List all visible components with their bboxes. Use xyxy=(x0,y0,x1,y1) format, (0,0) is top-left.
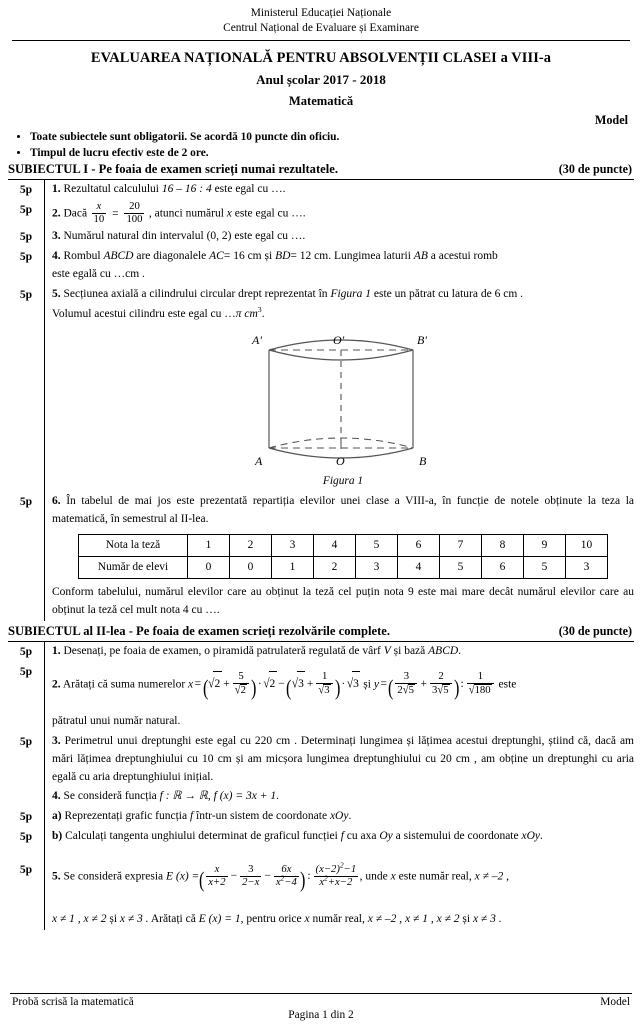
fraction: $\frac{x}{x+2}$ xyxy=(208,863,226,889)
item-points: 5p xyxy=(19,862,33,876)
equals-sign: = xyxy=(112,207,119,220)
ministry-line-2: Centrul Național de Evaluare și Examinare xyxy=(223,22,419,35)
item-body xyxy=(45,247,634,285)
footer-divider xyxy=(10,993,632,994)
item-body xyxy=(45,492,634,621)
count-cell: 6 xyxy=(482,557,524,579)
conjunction: și xyxy=(363,678,371,691)
vertex-label: V xyxy=(383,644,391,657)
open-paren: ( xyxy=(388,674,394,700)
fraction-numerator: 20 xyxy=(129,200,140,213)
item-text: a sistemului de coordonate xyxy=(395,830,519,843)
condition: x ≠ –2 , xyxy=(474,870,510,883)
condition: x ≠ 1 , xyxy=(405,912,434,925)
item-number: 6. xyxy=(52,494,61,507)
table-row xyxy=(79,557,608,579)
conjunction: și xyxy=(462,912,471,925)
subject-1-header xyxy=(0,161,642,178)
fraction: $\frac{6x}{x^2-4}$ xyxy=(275,863,297,889)
item-line-2: pătratul unui număr natural. xyxy=(52,715,181,728)
function-expression: f (x) = 3x + 1 xyxy=(213,790,277,803)
fraction-right xyxy=(124,201,144,226)
page-title: EVALUAREA NAȚIONALĂ PENTRU ABSOLVENȚII CLASEI a VIII-a xyxy=(90,50,552,67)
item-text: Se consideră expresia xyxy=(63,870,164,883)
conjunction: și xyxy=(264,249,273,262)
grades-table-wrapper xyxy=(52,528,634,584)
subject-2-header xyxy=(0,623,642,640)
item-body xyxy=(45,200,634,227)
item-row xyxy=(8,285,634,492)
item-points: 5p xyxy=(19,735,33,748)
side-label: AB xyxy=(413,249,428,262)
item-text: Arătați că xyxy=(150,912,196,925)
fraction: $\frac{(x-2)^2-1}{x^2+x-2}$ xyxy=(315,861,357,889)
label-o: O xyxy=(335,454,345,469)
item-points: 5p xyxy=(19,494,33,508)
base-label: ABCD xyxy=(428,644,459,657)
item-body xyxy=(45,732,634,787)
condition: x ≠ 3 . xyxy=(119,912,149,925)
count-cell: 3 xyxy=(566,557,608,579)
item-number: 1. xyxy=(52,644,61,657)
item-text: . Lungimea laturii xyxy=(328,249,411,262)
row-label: Nota la teză xyxy=(79,535,188,557)
item-text: Secțiunea axială a cilindrului circular drept reprezentat în xyxy=(63,287,328,300)
period: . xyxy=(276,790,279,803)
item-line-2: este egală cu …cm . xyxy=(52,267,145,280)
condition: x ≠ 3 . xyxy=(472,912,502,925)
count-cell: 0 xyxy=(230,557,272,579)
item-points: 5p xyxy=(19,830,33,844)
diagonal-2-value: = 12 cm xyxy=(290,249,329,262)
item-body xyxy=(45,285,634,492)
item-number: 5. xyxy=(52,870,61,883)
item-text: Calculați tangenta unghiului determinat de graficul funcției xyxy=(65,830,338,843)
item-row xyxy=(8,847,634,930)
grade-cell: 2 xyxy=(230,535,272,557)
subject-2-points: (30 de puncte) xyxy=(558,623,632,638)
label-a-prime: A' xyxy=(251,333,262,348)
item-body xyxy=(45,807,634,827)
item-text: este număr real, xyxy=(398,870,472,883)
item-row xyxy=(8,642,634,662)
close-paren: ) xyxy=(300,866,306,892)
item-body xyxy=(45,227,634,247)
expression-equality: E (x) = 1 xyxy=(198,912,241,925)
function-label: f xyxy=(340,830,344,843)
page-footer xyxy=(0,993,642,1021)
label-b-prime: B' xyxy=(416,333,427,348)
volume-exponent: 3 xyxy=(257,305,262,315)
item-body xyxy=(45,180,634,200)
count-cell: 2 xyxy=(314,557,356,579)
diagonal-2-label: BD xyxy=(275,249,291,262)
item-text: Reprezentați grafic funcția xyxy=(64,810,188,823)
fraction-left xyxy=(92,201,107,226)
open-paren: ( xyxy=(202,674,209,700)
volume-units: π cm xyxy=(235,308,258,321)
item-body: 2. Arătați că suma numerelor x =(√2 + $\frac{5}{√2}$ ) · √2 −(√3 + $\frac{1}{√3}$ ) · √3 și y =( $\frac{3}{2√5}$ + $\frac{2}{3√5}$ ) : $\frac{1}{√180}$ este pătratul unui număr natural. xyxy=(45,662,634,732)
x-label: x xyxy=(188,678,194,691)
item-number: 5. xyxy=(52,287,61,300)
y-label: y xyxy=(373,678,379,691)
open-paren: ( xyxy=(199,866,205,892)
item-text: Numărul natural din intervalul xyxy=(63,230,204,243)
period: . xyxy=(261,308,265,321)
footer-right-text: Model xyxy=(600,996,630,1008)
grade-cell: 7 xyxy=(440,535,482,557)
item-row xyxy=(8,787,634,807)
item-text: Rombul xyxy=(63,249,101,262)
item-points: 5p xyxy=(19,664,33,678)
instruction-item: • Timpul de lucru efectiv este de 2 ore. xyxy=(30,146,642,162)
count-cell: 5 xyxy=(524,557,566,579)
function-label: f xyxy=(189,810,194,823)
item-row xyxy=(8,662,634,732)
table-row xyxy=(79,535,608,557)
item-points: 5p xyxy=(19,287,33,301)
grade-cell: 10 xyxy=(566,535,608,557)
figure-caption: Figura 1 xyxy=(322,475,364,488)
item-interval: (0, 2) xyxy=(206,230,232,243)
count-cell: 1 xyxy=(272,557,314,579)
item-text: Perimetrul unui dreptunghi este egal cu 220 cm . Determinați lungimea și lățimea acestui dreptunghi, știind că, dacă am mări lățimea dreptunghiului cu 10 cm și am micșora lungimea dreptunghiului cu 20 cm , am obține un dreptunghi cu aria egală cu aria dreptunghiului inițial. xyxy=(52,735,634,783)
label-a: A xyxy=(254,454,262,469)
item-number: 3. xyxy=(52,230,61,243)
item-row xyxy=(8,227,634,247)
instruction-item: • Toate subiectele sunt obligatorii. Se acordă 10 puncte din oficiu. xyxy=(30,130,642,146)
item-text: este un pătrat cu latura de 6 cm . xyxy=(373,287,524,300)
ministry-line-1: Ministerul Educației Naționale xyxy=(250,7,392,19)
model-label: Model xyxy=(594,112,628,127)
item-variable: x xyxy=(226,207,232,220)
item-points: 5p xyxy=(19,183,33,197)
title-block xyxy=(0,48,642,111)
school-year: Anul școlar 2017 - 2018 xyxy=(256,71,386,87)
row-label: Număr de elevi xyxy=(79,557,188,579)
item-points: 5p xyxy=(19,203,33,217)
item-points: 5p xyxy=(19,249,33,263)
item-text: , pentru orice xyxy=(240,912,302,925)
condition: x ≠ 2 xyxy=(83,912,107,925)
item-body xyxy=(45,642,634,662)
item-text: Volumul acestui cilindru este egal cu … xyxy=(52,308,236,321)
subject-2-title: SUBIECTUL al II-lea - Pe foaia de examen scrieți rezolvările complete. xyxy=(8,623,391,638)
subject-1-items xyxy=(8,180,634,621)
item-number: b) xyxy=(52,830,63,843)
item-text: Se consideră funcția xyxy=(63,790,157,803)
item-row xyxy=(8,492,634,621)
count-cell: 3 xyxy=(356,557,398,579)
item-number: 4. xyxy=(52,790,61,803)
item-number: 2. xyxy=(52,678,61,691)
item-text-after: este egal cu …. xyxy=(214,183,286,196)
item-number: 1. xyxy=(52,183,61,196)
subject-name: Matematică xyxy=(288,94,354,108)
diagonal-1-label: AC xyxy=(209,249,224,262)
item-row xyxy=(8,732,634,787)
item-body xyxy=(45,827,634,847)
subject-1-points: (30 de puncte) xyxy=(558,162,632,177)
coordinate-system-label: xOy xyxy=(521,830,540,843)
item-text-after: , atunci numărul xyxy=(148,207,224,220)
diagonal-1-value: = 16 cm xyxy=(223,249,262,262)
fraction: $\frac{3}{2√5}$ xyxy=(395,671,417,697)
item-text: Rezultatul calculului xyxy=(63,183,159,196)
close-paren: ) xyxy=(250,674,257,700)
fraction: $\frac{5}{√2}$ xyxy=(233,671,250,697)
fraction-numerator: x xyxy=(96,200,102,213)
label-b: B xyxy=(418,454,426,469)
grade-cell: 4 xyxy=(314,535,356,557)
fraction-denominator: 10 xyxy=(93,213,105,226)
axis-label: Oy xyxy=(379,830,393,843)
item-text: într-un sistem de coordonate xyxy=(196,810,328,823)
grade-cell: 5 xyxy=(356,535,398,557)
item-points: 5p xyxy=(19,810,33,824)
variable-label: x xyxy=(304,912,310,925)
cylinder-svg xyxy=(241,328,446,468)
item-row xyxy=(8,807,634,827)
item-text: și bază xyxy=(393,644,426,657)
instructions-list xyxy=(0,130,642,161)
item-body: 5. Se consideră expresia E (x) =( $\frac{x}{x+2}$ − $\frac{3}{2-x}$ − $\frac{6x}{x^2-4}$ ) : $\frac{(x-2)^2-1}{x^2+x-2}$ , unde x este număr real, x ≠ –2 , x ≠ 1 , x ≠ 2 și x ≠ 3 . Arătați că E (x) = 1, pentru orice x număr real, x ≠ –2 , x ≠ 1 , x ≠ 2 și x ≠ 3 . xyxy=(45,847,634,930)
item-row xyxy=(8,200,634,227)
fraction-denominator: 100 xyxy=(126,213,143,226)
item-text: Dacă xyxy=(63,207,88,220)
fraction: $\frac{3}{2-x}$ xyxy=(242,863,260,889)
footer-left-text: Probă scrisă la matematică xyxy=(12,996,134,1008)
label-o-prime: O' xyxy=(332,333,344,348)
cylinder-figure xyxy=(52,324,634,490)
grade-cell: 6 xyxy=(398,535,440,557)
grades-table xyxy=(78,534,608,579)
count-cell: 4 xyxy=(398,557,440,579)
item-number: 3. xyxy=(52,735,61,747)
item-text: număr real, xyxy=(312,912,365,925)
item-body: 4. Se consideră funcția f : ℝ → ℝ, f (x) = 3x + 1. xyxy=(52,790,279,803)
item-text: Desenați, pe foaia de examen, o piramidă patrulateră regulată de vârf xyxy=(63,644,381,657)
item-number: a) xyxy=(52,810,62,823)
period: . xyxy=(540,830,543,843)
fraction: $\frac{2}{3√5}$ xyxy=(430,671,452,697)
period: . xyxy=(348,810,352,823)
condition: x ≠ 1 , xyxy=(52,912,81,925)
fraction: $\frac{1}{√3}$ xyxy=(316,671,333,697)
period: . xyxy=(458,644,462,657)
item-text-after: este egal cu …. xyxy=(234,230,306,243)
function-definition: f : ℝ → ℝ xyxy=(159,790,208,803)
item-points: 5p xyxy=(19,230,33,244)
item-text: are diagonalele xyxy=(136,249,207,262)
expression-label: E (x) = xyxy=(166,870,200,883)
grade-cell: 8 xyxy=(482,535,524,557)
item-number: 4. xyxy=(52,249,61,262)
variable-label: x xyxy=(390,870,396,883)
grade-cell: 1 xyxy=(188,535,230,557)
figure-reference: Figura 1 xyxy=(330,287,372,300)
item-points: 5p xyxy=(19,644,33,658)
close-paren: ) xyxy=(453,674,459,700)
item-text: În tabelul de mai jos este prezentată repartiția elevilor unei clase a VIII-a, în funcție de notele obținute la teza la matematică, în semestrul al II-lea. xyxy=(52,494,635,525)
header-divider xyxy=(12,40,630,41)
item-text: este xyxy=(498,678,517,691)
count-cell: 5 xyxy=(440,557,482,579)
count-cell: 0 xyxy=(188,557,230,579)
open-paren: ( xyxy=(286,674,292,700)
page-number: Pagina 1 din 2 xyxy=(288,1009,354,1021)
grade-cell: 9 xyxy=(524,535,566,557)
conjunction: și xyxy=(109,912,118,925)
condition: x ≠ –2 , xyxy=(367,912,403,925)
subject-2-items xyxy=(8,642,634,930)
item-row xyxy=(8,827,634,847)
item-text-end: este egal cu …. xyxy=(234,207,306,220)
item-text: Arătați că suma numerelor xyxy=(62,678,186,691)
close-paren: ) xyxy=(334,674,340,700)
item-row xyxy=(8,247,634,285)
rhombus-label: ABCD xyxy=(103,249,134,262)
condition: x ≠ 2 xyxy=(436,912,460,925)
grade-cell: 3 xyxy=(272,535,314,557)
coordinate-system-label: xOy xyxy=(329,810,349,823)
item-text: , unde xyxy=(359,870,388,883)
item-number: 2. xyxy=(52,207,61,220)
item-math: 16 – 16 : 4 xyxy=(161,183,212,196)
item-text: a acestui romb xyxy=(430,249,498,262)
item-text: cu axa xyxy=(346,830,377,843)
item-row xyxy=(8,180,634,200)
fraction: $\frac{1}{√180}$ xyxy=(467,671,494,697)
item-conclusion: Conform tabelului, numărul elevilor care au obținut la teză cel puțin nota 9 este mai mare decât numărul elevilor care au obținut la teză cel mult nota 4 cu …. xyxy=(52,586,634,617)
footer-row xyxy=(0,996,642,1008)
subject-1-title: SUBIECTUL I - Pe foaia de examen scrieți numai rezultatele. xyxy=(8,162,338,177)
institution-header xyxy=(0,0,642,36)
item-points xyxy=(8,787,44,790)
